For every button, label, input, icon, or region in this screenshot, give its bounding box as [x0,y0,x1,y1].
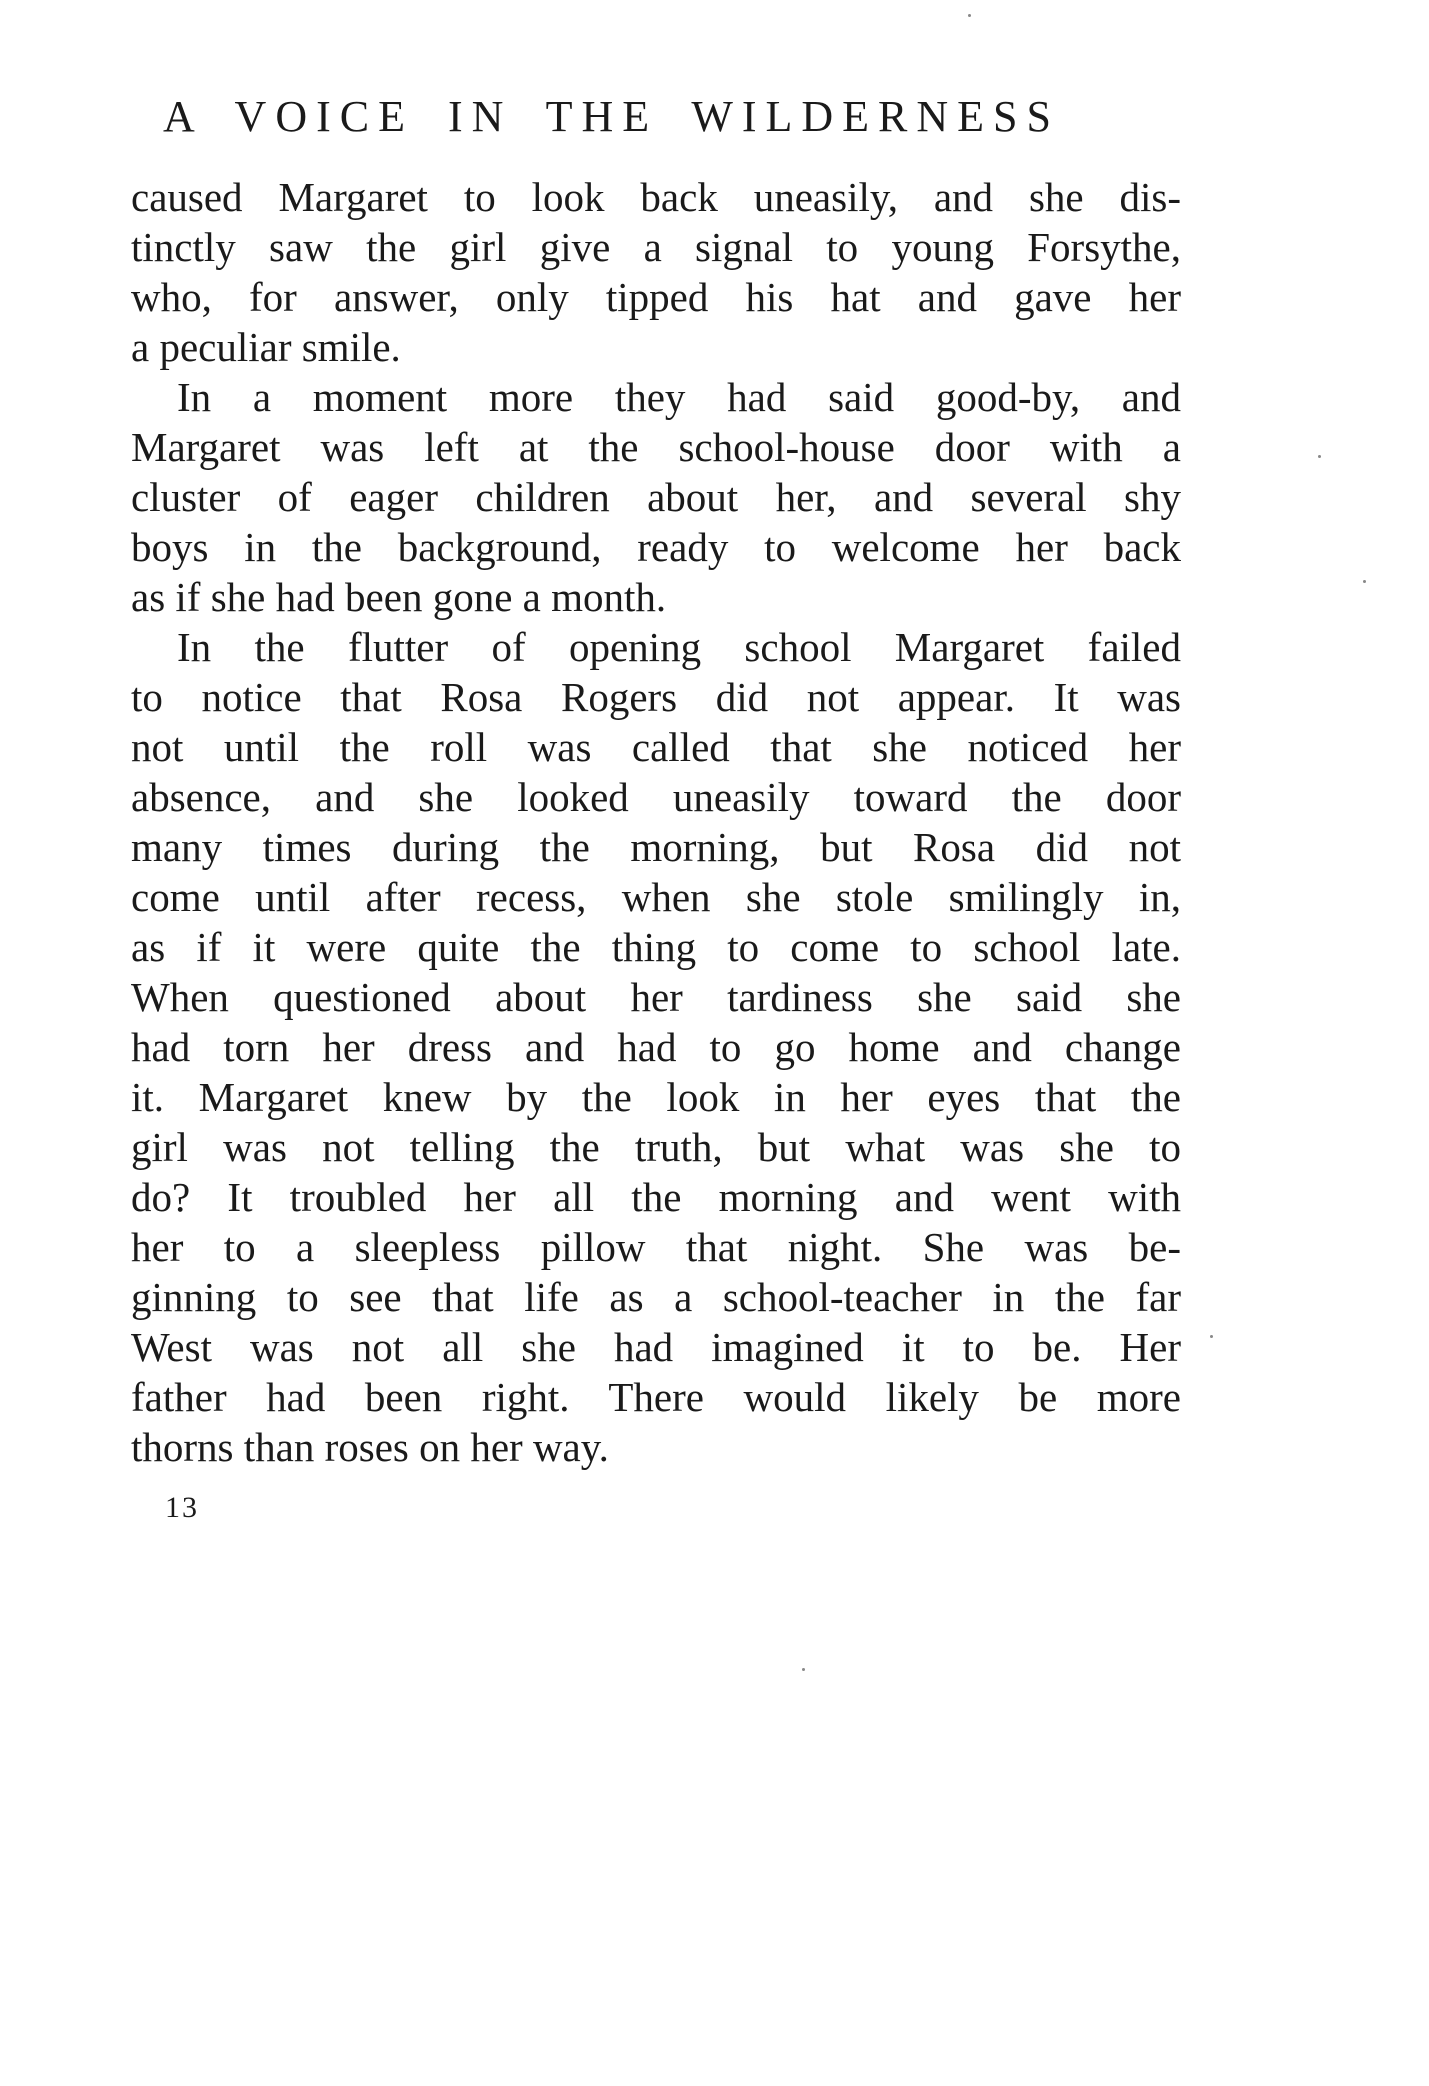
text-line: many times during the morning, but Rosa did not [131,824,1181,870]
paper-speck [1363,580,1366,583]
paper-speck [1210,1335,1213,1338]
text-line: father had been right. There would likely be more [131,1374,1181,1420]
text-line: who, for answer, only tipped his hat and gave her [131,274,1181,320]
text-line: caused Margaret to look back uneasily, and she dis- [131,174,1181,220]
paper-speck [802,1668,805,1671]
text-line: girl was not telling the truth, but what was she to [131,1124,1181,1170]
page-number: 13 [165,1491,199,1524]
text-line: not until the roll was called that she noticed her [131,724,1181,770]
text-line: as if she had been gone a month. [131,574,667,620]
text-line: West was not all she had imagined it to be. Her [131,1324,1181,1370]
text-line: as if it were quite the thing to come to school late. [131,924,1181,970]
text-line: tinctly saw the girl give a signal to young Forsythe, [131,224,1181,270]
text-line: come until after recess, when she stole smilingly in, [131,874,1181,920]
text-line: thorns than roses on her way. [131,1424,609,1470]
text-line: Margaret was left at the school-house door with a [131,424,1181,470]
body-text [131,172,1181,1472]
text-line: In the flutter of opening school Margaret failed [177,624,1181,670]
text-line: a peculiar smile. [131,324,401,370]
text-line: cluster of eager children about her, and several shy [131,474,1181,520]
paper-speck [968,14,971,17]
text-line: her to a sleepless pillow that night. She was be- [131,1224,1181,1270]
text-line: ginning to see that life as a school-teacher in the far [131,1274,1181,1320]
text-line: absence, and she looked uneasily toward the door [131,774,1181,820]
paper-speck [1318,455,1321,458]
text-line: do? It troubled her all the morning and went with [131,1174,1181,1220]
text-line: to notice that Rosa Rogers did not appear. It was [131,674,1181,720]
text-line: it. Margaret knew by the look in her eyes that the [131,1074,1181,1120]
text-line: had torn her dress and had to go home and change [131,1024,1181,1070]
text-line: In a moment more they had said good-by, and [177,374,1181,420]
text-line: boys in the background, ready to welcome her back [131,524,1181,570]
text-line: When questioned about her tardiness she said she [131,974,1181,1020]
running-head: A VOICE IN THE WILDERNESS [163,92,1060,141]
